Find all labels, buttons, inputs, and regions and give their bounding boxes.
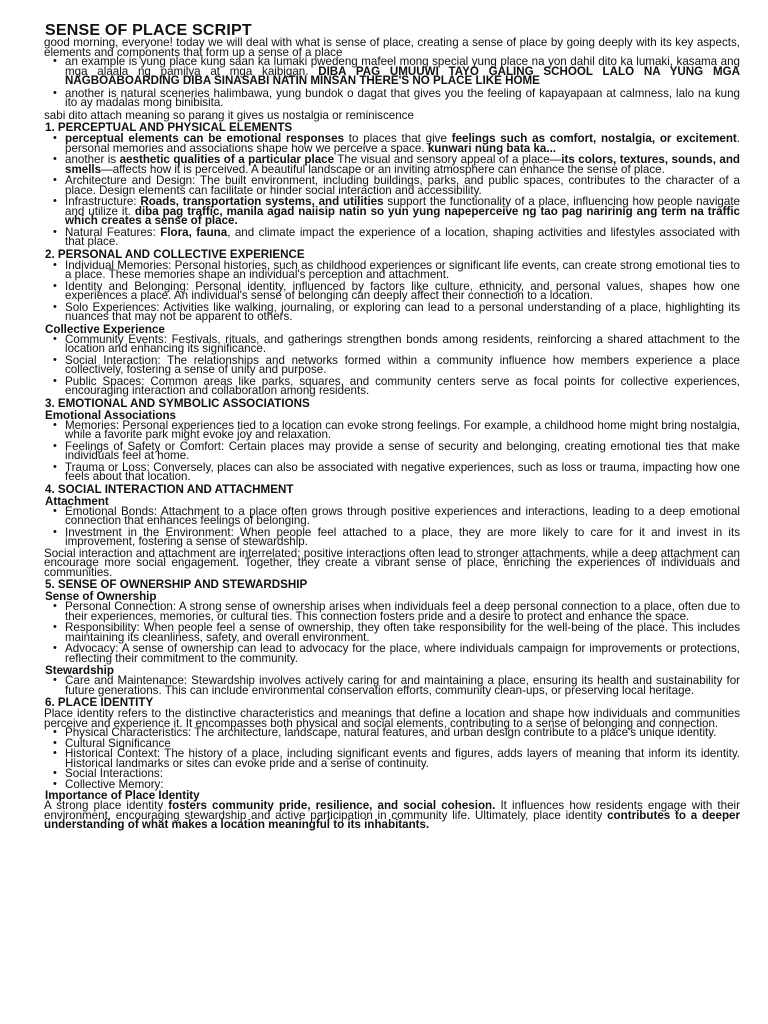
section-heading-3: 3. EMOTIONAL AND SYMBOLIC ASSOCIATIONS [45, 396, 310, 410]
section-heading-6: 6. PLACE IDENTITY [45, 696, 154, 709]
subsection-heading: Importance of Place Identity [45, 789, 200, 802]
section-2-bullet: • Solo Experiences: Activities like walking, journaling, or exploring can lead to a personal understanding of a place, highlighting its nuances that may not be apparent to others. [65, 303, 740, 322]
section-3-bullet: • Feelings of Safety or Comfort: Certain places may provide a sense of security and belonging, creating emotional ties that make individuals feel at home. [65, 442, 740, 461]
section-1-bullet: • perceptual elements can be emotional responses to places that give feelings such as comfort, nostalgia, or excitement. personal memories and associations shape how we perceive a space. kunwari nung bata ka... [65, 134, 740, 153]
section-5-stewardship-list [44, 676, 740, 695]
section-6-bullet: • Physical Characteristics: The architecture, landscape, natural features, and urban design contribute to a place's unique identity. [65, 728, 740, 738]
intro-bullet-list [44, 57, 740, 108]
section-5-bullet: • Personal Connection: A strong sense of ownership arises when individuals feel a deep personal connection to a place, often due to their experiences, memories, or cultural ties. This connection fosters pride and a desire to protect and enhance the space. [65, 602, 740, 621]
section-heading-1: 1. PERCEPTUAL AND PHYSICAL ELEMENTS [45, 121, 293, 134]
section-5-bullet: • Advocacy: A sense of ownership can lead to advocacy for the place, where individuals campaign for improvements or protections, reflecting their commitment to the community. [65, 644, 740, 663]
section-4-paragraph: Social interaction and attachment are interrelated; positive interactions often lead to stronger attachments, while a deep attachment can encourage more social engagement. Together, they create a vibrant sense of place, enriching the experiences of individuals and communities. [44, 546, 740, 579]
subsection-heading: Sense of Ownership [45, 590, 157, 603]
section-6-bullet: • Historical Context: The history of a place, including significant events and figures, adds layers of meaning that inform its identity. Historical landmarks or sites can evoke pride and a sense of continuity. [65, 749, 740, 768]
subsection-heading: Attachment [45, 494, 109, 508]
section-heading-5: 5. SENSE OF OWNERSHIP AND STEWARDSHIP [45, 578, 308, 591]
section-3-bullet: • Trauma or Loss: Conversely, places can also be associated with negative experiences, such as loss or trauma, impacting how one feels about that location. [65, 463, 740, 482]
section-1-bullet: • Infrastructure: Roads, transportation systems, and utilities support the functionality of a place, influencing how people navigate and utilize it. diba pag traffic, manila agad naiisip natin so yun yung napeperceive ng tao pag naririnig ang term na traffic which creates a sense of place. [65, 197, 740, 226]
closing-paragraph: A strong place identity fosters community pride, resilience, and social cohesion. It influences how residents engage with their environment, encouraging stewardship and active participation in community life. Ultimately, place identity contributes to a deeper understanding of what makes a location meaningful to its inhabitants. [44, 799, 740, 831]
section-6-list [44, 728, 740, 789]
section-5-stewardship-bullet: • Care and Maintenance: Stewardship involves actively caring for and maintaining a place, ensuring its health and sustainability for future generations. This can include environmental conservation efforts, community clean-ups, or preserving local heritage. [65, 676, 740, 695]
section-heading-4: 4. SOCIAL INTERACTION AND ATTACHMENT [45, 482, 294, 496]
section-2-sub-list [44, 332, 740, 397]
section-2-sub-bullet: • Social Interaction: The relationships and networks formed within a community influence how members experience a place collectively, fostering a sense of unity and purpose. [65, 356, 740, 375]
section-2-sub-bullet: • Public Spaces: Common areas like parks, squares, and community centers serve as focal points for collective experiences, encouraging interaction and collaboration among residents. [65, 377, 740, 396]
section-1-bullet: • another is aesthetic qualities of a particular place The visual and sensory appeal of a place—its colors, textures, sounds, and smells—affects how it is perceived. A beautiful landscape or an inviting atmosphere can enhance the sense of place. [65, 155, 740, 174]
intro-note: sabi dito attach meaning so parang it gives us nostalgia or reminiscence [44, 108, 414, 122]
section-1-bullet: • Natural Features: Flora, fauna, and climate impact the experience of a location, shaping activities and lifestyles associated with that place. [65, 228, 740, 247]
section-5-bullet: • Responsibility: When people feel a sense of ownership, they often take responsibility for the well-being of the place. This includes maintaining its cleanliness, safety, and overall environment. [65, 623, 740, 642]
section-6-paragraph: Place identity refers to the distinctive characteristics and meanings that define a location and shape how individuals and communities perceive and experience it. It encompasses both physical and social elements, contributing to a sense of belonging and connection. [44, 707, 740, 730]
section-4-bullet: • Emotional Bonds: Attachment to a place often grows through positive experiences and interactions, leading to a deep emotional connection that enhances feelings of belonging. [65, 507, 740, 526]
section-heading-2: 2. PERSONAL AND COLLECTIVE EXPERIENCE [45, 247, 305, 261]
section-6-bullet: • Cultural Significance [65, 739, 740, 749]
section-6-bullet: • Social Interactions: [65, 769, 740, 779]
intro-bullet: • another is natural sceneries halimbawa, yung bundok o dagat that gives you the feeling of kapayapaan at calmness, lalo na kung ito ay madalas mong binibisita. [65, 89, 740, 108]
document-title: SENSE OF PLACE SCRIPT [45, 22, 252, 39]
section-2-bullet: • Identity and Belonging: Personal identity, influenced by factors like culture, ethnicity, and personal values, shapes how one experiences a place. An individual's sense of belonging can deeply affect their connection to a location. [65, 282, 740, 301]
section-5-list [44, 602, 740, 663]
intro-paragraph: good morning, everyone! today we will deal with what is sense of place, creating a sense of place by going deeply with its key aspects, elements and components that form up a sense of a place [44, 36, 740, 59]
subsection-heading: Stewardship [45, 664, 114, 677]
section-2-list [44, 258, 740, 323]
section-4-list [44, 504, 740, 548]
intro-bullet: • an example is yung place kung saan ka lumaki pwedeng mafeel mong special yung place na yon dahil dito ka lumaki, kasama ang mga alaala ng pamilya at mga kaibigan. DIBA PAG UMUUWI TAYO GALING SCHOOL LALO NA YUNG MGA NAGBOABOARDING DIBA SINASABI NATIN MINSAN THERE'S NO PLACE LIKE HOME [65, 57, 740, 86]
subsection-heading: Emotional Associations [45, 408, 176, 422]
subsection-heading: Collective Experience [45, 322, 165, 336]
section-2-sub-bullet: • Community Events: Festivals, rituals, and gatherings strengthen bonds among residents, reinforcing a shared attachment to the location and enhancing its significance. [65, 335, 740, 354]
section-4-bullet: • Investment in the Environment: When people feel attached to a place, they are more likely to care for it and invest in its improvement, fostering a sense of stewardship. [65, 528, 740, 547]
section-6-bullet: • Collective Memory: [65, 780, 740, 790]
section-3-bullet: • Memories: Personal experiences tied to a location can evoke strong feelings. For example, a childhood home might bring nostalgia, while a favorite park might evoke joy and relaxation. [65, 421, 740, 440]
section-2-bullet: • Individual Memories: Personal histories, such as childhood experiences or significant life events, can create strong emotional ties to a place. These memories shape an individual's perception and attachment. [65, 261, 740, 280]
section-1-list [44, 134, 740, 247]
section-3-list [44, 418, 740, 483]
section-1-bullet: • Architecture and Design: The built environment, including buildings, parks, and public spaces, contributes to the character of a place. Design elements can facilitate or hinder social interaction and accessibility. [65, 176, 740, 195]
